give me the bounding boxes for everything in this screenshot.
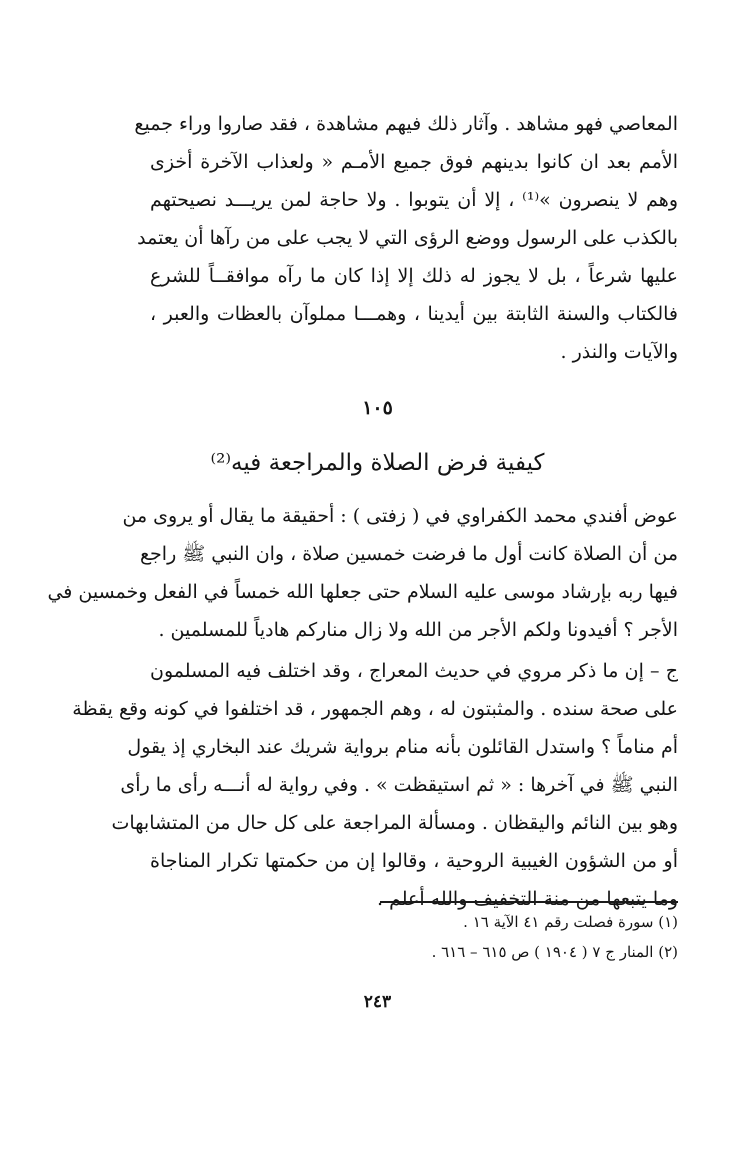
text-line: وهم لا ينصرون »⁽¹⁾ ، إلا أن يتوبوا . ولا حاجة لمن يريـــد نصيحتهم xyxy=(150,189,678,211)
continued-paragraph xyxy=(134,105,678,371)
footnote-divider xyxy=(380,901,678,903)
text-line: فيها ربه بإرشاد موسى عليه السلام حتى جعلها الله خمساً في الفعل وخمسين في xyxy=(47,581,678,603)
text-line: النبي ﷺ في آخرها : « ثم استيقظت » . وفي رواية له أنـــه رأى ما رأى xyxy=(120,774,678,796)
text-line: ج – إن ما ذكر مروي في حديث المعراج ، وقد اختلف فيه المسلمون xyxy=(150,660,678,682)
answer-paragraph xyxy=(72,652,678,918)
question-paragraph xyxy=(47,497,678,649)
text-line: أم مناماً ؟ واستدل القائلون بأنه منام برواية شريك عند البخاري إذ يقول xyxy=(127,736,678,758)
text-line: وما يتبعها من منة التخفيف والله أعلم . xyxy=(376,888,678,910)
text-line: بالكذب على الرسول ووضع الرؤى التي لا يجب على من رآها أن يعتمد xyxy=(137,227,678,249)
footnote-1: (١) سورة فصلت رقم ٤١ الآية ١٦ . xyxy=(463,913,678,931)
text-line: عليها شرعاً ، بل لا يجوز له ذلك إلا إذا كان ما رآه موافقــاً للشرع xyxy=(150,265,678,287)
text-line: على صحة سنده . والمثبتون له ، وهم الجمهور ، قد اختلفوا في كونه وقع يقظة xyxy=(72,698,678,720)
text-line: الأمم بعد ان كانوا بدينهم فوق جميع الأمـم « ولعذاب الآخرة أخزى xyxy=(150,151,678,173)
text-line: والآيات والنذر . xyxy=(560,341,678,363)
footnotes xyxy=(300,907,678,967)
text-line: من أن الصلاة كانت أول ما فرضت خمسين صلاة ، وان النبي ﷺ راجع xyxy=(139,543,678,565)
page-number: ٢٤٣ xyxy=(363,992,392,1012)
text-line: المعاصي فهو مشاهد . وآثار ذلك فيهم مشاهدة ، فقد صاروا وراء جميع xyxy=(134,113,678,135)
footnote-2: (٢) المنار ج ٧ ( ١٩٠٤ ) ص ٦١٥ – ٦١٦ . xyxy=(431,943,678,961)
text-line: عوض أفندي محمد الكفراوي في ( زفتى ) : أحقيقة ما يقال أو يروى من xyxy=(122,505,678,527)
text-line: الأجر ؟ أفيدونا ولكم الأجر من الله ولا زال منارکم هادياً للمسلمين . xyxy=(158,619,678,641)
text-line: وهو بين النائم واليقظان . ومسألة المراجعة على كل حال من المتشابهات xyxy=(111,812,678,834)
section-number: ١٠٥ xyxy=(362,397,393,419)
text-line: أو من الشؤون الغيبية الروحية ، وقالوا إن من حكمتها تكرار المناجاة xyxy=(150,850,678,872)
text-line: فالكتاب والسنة الثابتة بين أيدينا ، وهمـــا مملوآن بالعظات والعبر ، xyxy=(150,303,678,325)
section-title: كيفية فرض الصلاة والمراجعة فيه⁽²⁾ xyxy=(210,450,545,476)
